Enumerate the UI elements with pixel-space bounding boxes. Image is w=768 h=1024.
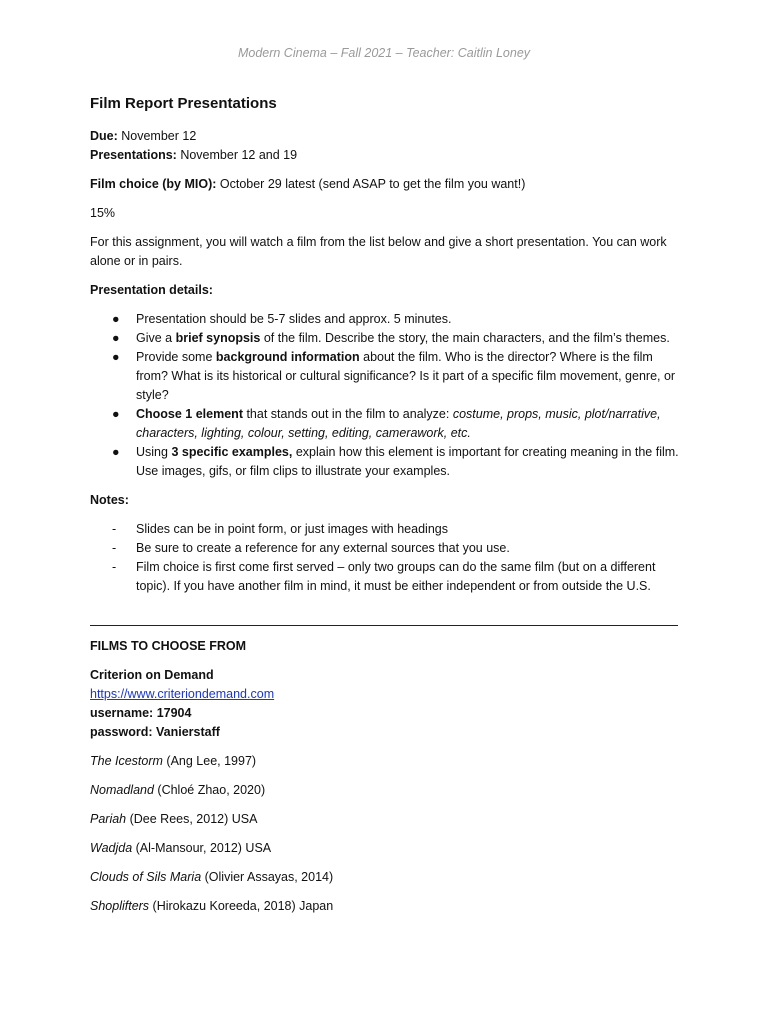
details-heading: Presentation details: — [90, 283, 213, 297]
section-divider — [90, 625, 678, 626]
film-item: Wadjda (Al-Mansour, 2012) USA — [90, 841, 272, 855]
list-item: - Be sure to create a reference for any external sources that you use. — [112, 541, 510, 555]
film-choice-value: October 29 latest (send ASAP to get the film you want!) — [216, 177, 526, 191]
page-title: Film Report Presentations — [90, 95, 277, 112]
password: password: Vanierstaff — [90, 725, 220, 739]
list-item: - Film choice is first come first served – only two groups can do the same film (but on a different topic). If you have another film in mind, it must be either independent or from outside the U.S. — [112, 560, 656, 593]
presentations-line — [90, 146, 680, 165]
presentations-value: November 12 and 19 — [176, 148, 298, 162]
list-item: ● Presentation should be 5-7 slides and approx. 5 minutes. — [112, 312, 452, 326]
film-item: Shoplifters (Hirokazu Koreeda, 2018) Japan — [90, 899, 334, 913]
presentations-label: Presentations: — [90, 148, 177, 162]
intro-paragraph: For this assignment, you will watch a film from the list below and give a short presentation. You can work alone or in pairs. — [90, 235, 667, 268]
list-item: ● Choose 1 element that stands out in the film to analyze: costume, props, music, plot/narrative, characters, lighting, colour, setting, editing, camerawork, etc. — [112, 407, 661, 440]
list-item: ● Provide some background information about the film. Who is the director? Where is the film from? What is its historical or cultural significance? Is it part of a specific film movement, genre, or style? — [112, 350, 676, 402]
due-label: Due: — [90, 129, 118, 143]
details-list — [90, 310, 680, 481]
source-name: Criterion on Demand — [90, 668, 214, 682]
list-item: - Slides can be in point form, or just images with headings — [112, 522, 448, 536]
due-value: November 12 — [117, 129, 197, 143]
source-link-line — [90, 685, 680, 704]
weight: 15% — [90, 206, 116, 220]
film-choice-line — [90, 175, 680, 194]
notes-heading: Notes: — [90, 493, 129, 507]
username: username: 17904 — [90, 706, 192, 720]
list-item: ● Give a brief synopsis of the film. Describe the story, the main characters, and the film’s themes. — [112, 331, 670, 345]
film-item: Nomadland (Chloé Zhao, 2020) — [90, 783, 266, 797]
list-item: ● Using 3 specific examples, explain how this element is important for creating meaning in the film. Use images, gifs, or film clips to illustrate your examples. — [112, 445, 679, 478]
films-heading: FILMS TO CHOOSE FROM — [90, 639, 247, 653]
due-line — [90, 127, 680, 146]
film-choice-label: Film choice (by MIO): — [90, 177, 217, 191]
film-item: Pariah (Dee Rees, 2012) USA — [90, 812, 258, 826]
film-item: Clouds of Sils Maria (Olivier Assayas, 2014) — [90, 870, 334, 884]
criterion-link[interactable]: https://www.criteriondemand.com — [90, 687, 275, 701]
notes-list — [90, 520, 680, 596]
film-item: The Icestorm (Ang Lee, 1997) — [90, 754, 257, 768]
page-header: Modern Cinema – Fall 2021 – Teacher: Caitlin Loney — [237, 46, 531, 60]
